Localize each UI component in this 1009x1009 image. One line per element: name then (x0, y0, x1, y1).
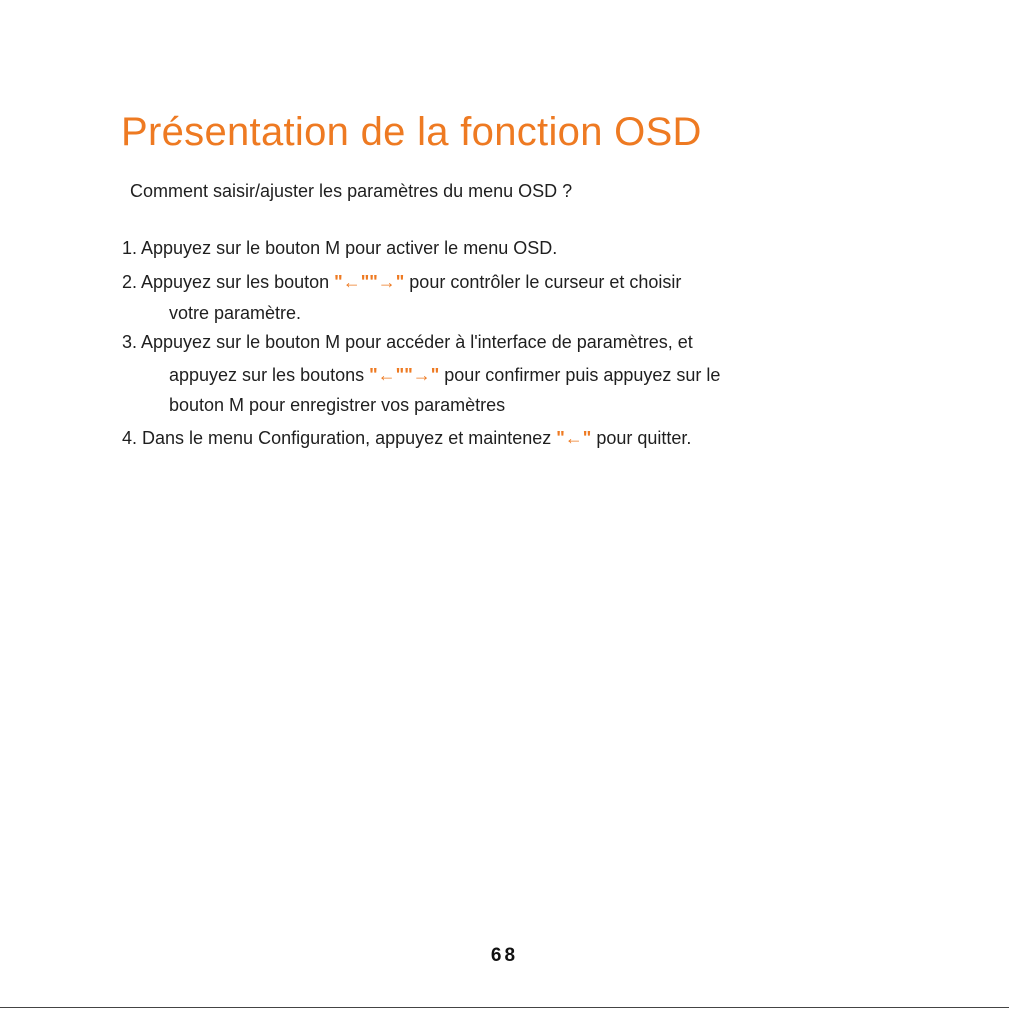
arrow-keys-left-right: "←""→" (369, 365, 440, 385)
page-number: 68 (490, 945, 519, 966)
step-3-text: appuyez sur les boutons (169, 365, 370, 385)
step-2-text-end: pour contrôler le curseur et choisir (404, 272, 682, 292)
bottom-divider (0, 1007, 1009, 1008)
page-title: Présentation de la fonction OSD (121, 110, 702, 154)
step-3-continuation (169, 364, 720, 386)
step-3-continuation-2: bouton M pour enregistrer vos paramètres (169, 395, 506, 415)
step-2 (122, 271, 681, 293)
arrow-keys-left-right: "←""→" (334, 272, 405, 292)
arrow-key-left: "←" (556, 428, 592, 448)
step-3: 3. Appuyez sur le bouton M pour accéder à l'interface de paramètres, et (122, 332, 693, 352)
step-4-text-end: pour quitter. (591, 428, 692, 448)
step-2-continuation: votre paramètre. (169, 303, 302, 323)
section-subtitle: Comment saisir/ajuster les paramètres du menu OSD ? (130, 181, 573, 201)
step-1: 1. Appuyez sur le bouton M pour activer le menu OSD. (122, 238, 558, 258)
step-2-text: 2. Appuyez sur les bouton (122, 272, 335, 292)
step-4-text: 4. Dans le menu Configuration, appuyez et maintenez (122, 428, 557, 448)
step-4 (122, 427, 691, 449)
step-3-text-end: pour confirmer puis appuyez sur le (439, 365, 721, 385)
